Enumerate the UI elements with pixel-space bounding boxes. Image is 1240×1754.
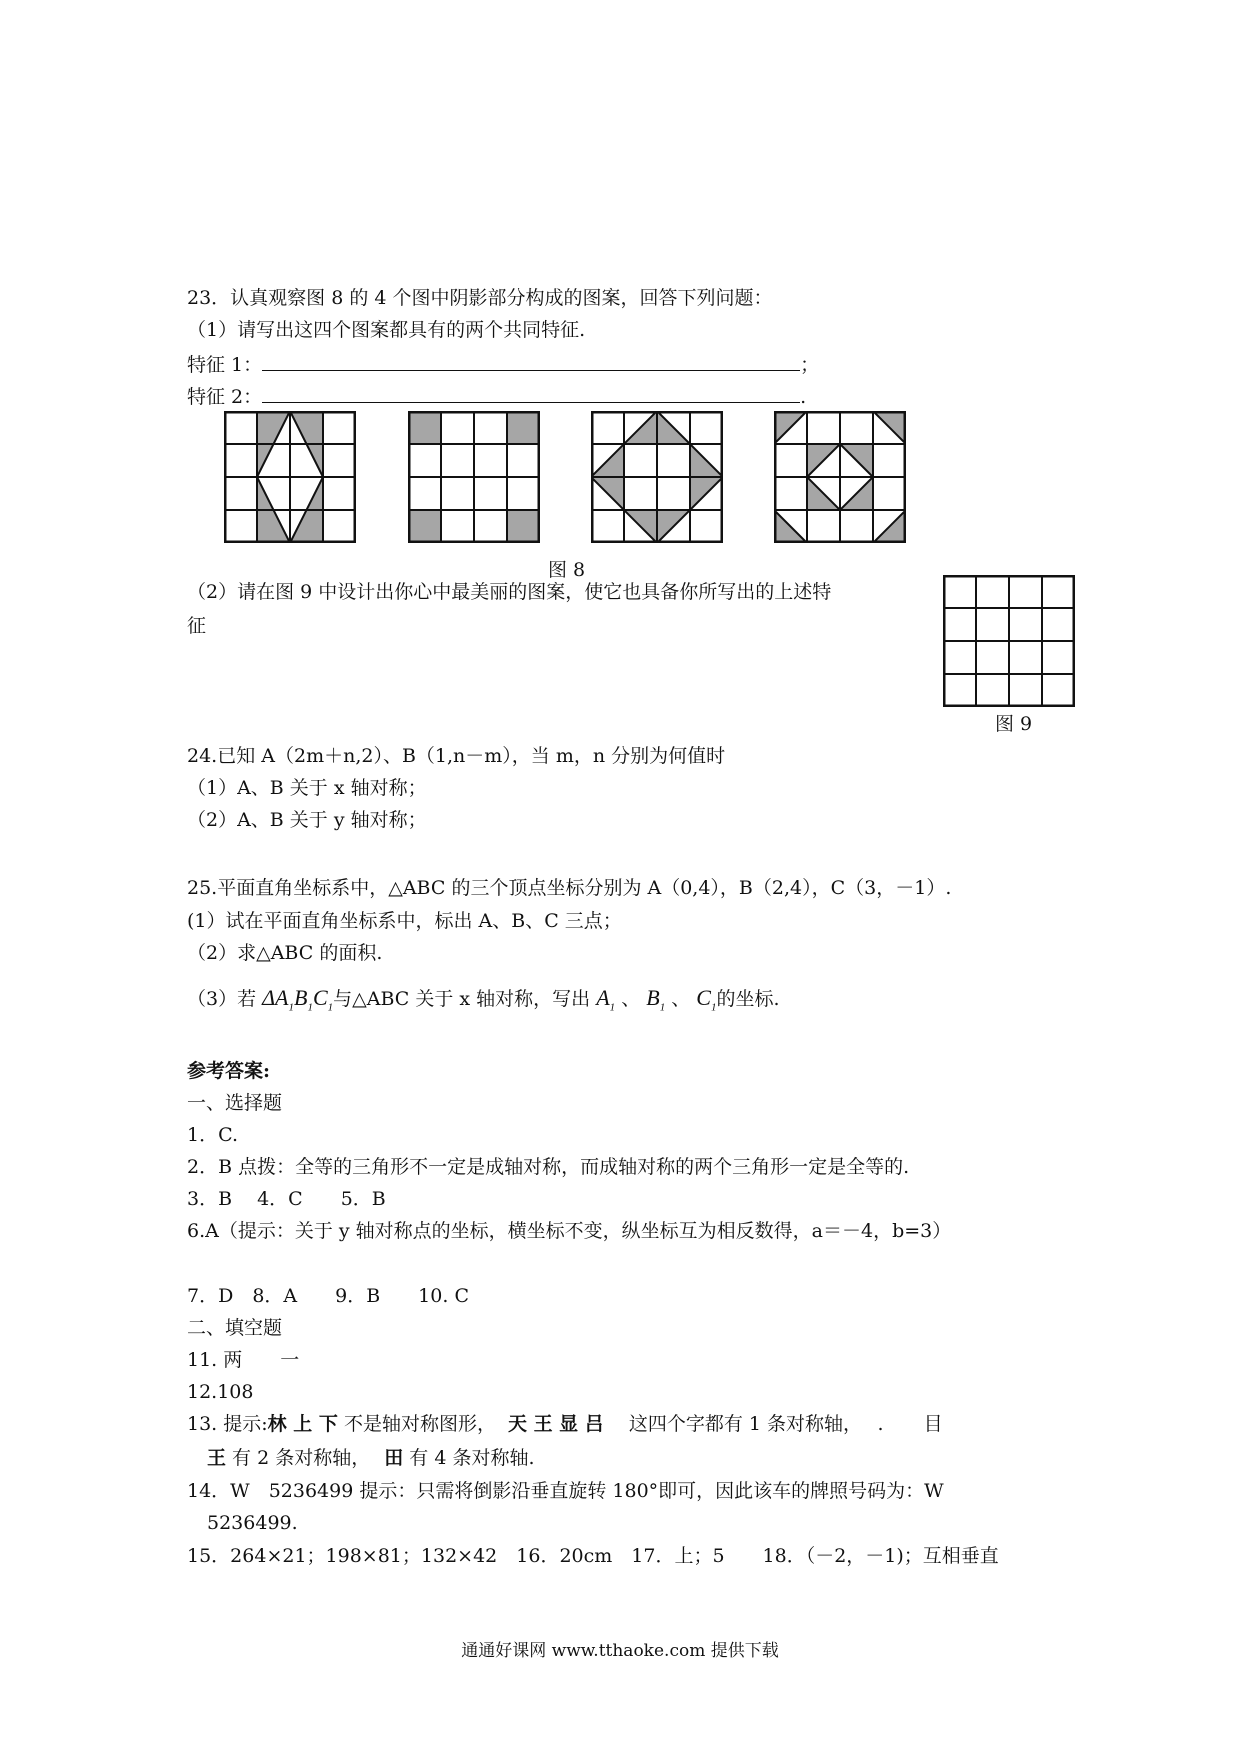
q25-part3: （3）若 $\Delta A_1B_1C_1$与△ABC 关于 x 轴对称，写出 $A_1$ 、 $B_1$ 、 $C_1$的坐标. xyxy=(187,985,780,1014)
q25-part2: （2）求△ABC 的面积. xyxy=(187,942,383,964)
answer-13-text-c: 有 2 条对称轴， xyxy=(226,1447,371,1469)
answer-11: 11. 两 一 xyxy=(187,1349,300,1371)
q23-stem: 23．认真观察图 8 的 4 个图中阴影部分构成的图案，回答下列问题： xyxy=(187,287,773,309)
answer-13-text-a: 不是轴对称图形， xyxy=(337,1413,496,1435)
feature2-blank[interactable] xyxy=(262,384,800,403)
answer-15-18: 15．264×21；198×81；132×42 16．20cm 17．上；5 18．（－2，－1)；互相垂直 xyxy=(187,1545,999,1567)
figure-8-pattern-3 xyxy=(591,411,723,543)
feature1-line xyxy=(187,352,819,377)
figure-9-grid[interactable] xyxy=(943,575,1075,707)
feature2-end: . xyxy=(800,386,807,408)
answers-section1: 一、选择题 xyxy=(187,1092,283,1114)
answer-13-char-wang: 王 xyxy=(207,1447,227,1469)
q25-part3-prefix: （3）若 xyxy=(187,988,263,1010)
answer-13-text-d: 有 4 条对称轴. xyxy=(403,1447,535,1469)
figure-8-pattern-2 xyxy=(408,411,540,543)
point-c1: $C_1$ xyxy=(696,985,717,1014)
answer-14-line2: 5236499. xyxy=(207,1512,298,1534)
q25-part1: (1）试在平面直角坐标系中，标出 A、B、C 三点； xyxy=(187,910,622,932)
page-footer: 通通好课网 www.tthaoke.com 提供下载 xyxy=(461,1641,779,1661)
answer-1: 1．C. xyxy=(187,1124,238,1146)
figure-9-caption: 图 9 xyxy=(995,713,1033,735)
feature1-end: ； xyxy=(800,354,820,376)
q25-part3-suffix: 的坐标. xyxy=(716,988,780,1010)
q25-stem: 25.平面直角坐标系中，△ABC 的三个顶点坐标分别为 A（0,4），B（2,4），C（3，－1）. xyxy=(187,877,952,899)
q24-stem: 24.已知 A（2m＋n,2）、B（1,n－m），当 m，n 分别为何值时 xyxy=(187,745,726,767)
q24-part1: （1）A、B 关于 x 轴对称； xyxy=(187,777,427,799)
answer-3-5: 3．B 4．C 5．B xyxy=(187,1188,386,1210)
q23-part2-line1: （2）请在图 9 中设计出你心中最美丽的图案，使它也具备你所写出的上述特 xyxy=(187,581,832,603)
q25-part3-middle: 与△ABC 关于 x 轴对称，写出 xyxy=(333,988,597,1010)
answer-13-char-tian: 田 xyxy=(384,1447,404,1469)
feature1-blank[interactable] xyxy=(262,352,800,371)
triangle-a1b1c1: $\Delta A_1B_1C_1$ xyxy=(262,985,334,1014)
answers-title: 参考答案: xyxy=(187,1060,271,1082)
answer-13-line2 xyxy=(207,1446,535,1470)
feature2-label: 特征 2： xyxy=(187,386,263,408)
figure-8-pattern-1 xyxy=(224,411,356,543)
answer-12: 12.108 xyxy=(187,1381,254,1403)
q23-part1: （1）请写出这四个图案都具有的两个共同特征. xyxy=(187,319,586,341)
feature1-label: 特征 1： xyxy=(187,354,263,376)
answer-6: 6.A（提示：关于 y 轴对称点的坐标，横坐标不变，纵坐标互为相反数得，a＝－4，b=3） xyxy=(187,1220,952,1242)
answer-14-line1: 14．W 5236499 提示：只需将倒影沿垂直旋转 180°即可，因此该车的牌照号码为：W xyxy=(187,1480,944,1502)
answer-13-char-mu: 目 xyxy=(923,1413,943,1435)
point-b1: $B_1$ xyxy=(646,985,666,1014)
answer-13-line1 xyxy=(187,1412,943,1436)
point-a1: $A_1$ xyxy=(596,985,616,1014)
answer-7-10: 7．D 8．A 9．B 10. C xyxy=(187,1285,469,1307)
answers-section2: 二、填空题 xyxy=(187,1317,283,1339)
answer-13-chars-none: 林 上 下 xyxy=(267,1413,338,1435)
answer-2: 2．B 点拨：全等的三角形不一定是成轴对称，而成轴对称的两个三角形一定是全等的. xyxy=(187,1156,910,1178)
feature2-line xyxy=(187,384,806,409)
q24-part2: （2）A、B 关于 y 轴对称； xyxy=(187,809,427,831)
q23-part2-line2: 征 xyxy=(187,615,207,637)
figure-8-pattern-4 xyxy=(774,411,906,543)
figure-8-caption: 图 8 xyxy=(548,559,586,581)
answer-13-chars-one: 天 王 显 吕 xyxy=(507,1413,604,1435)
answer-13-prefix: 13. 提示: xyxy=(187,1413,268,1435)
answer-13-text-b: 这四个字都有 1 条对称轴， . xyxy=(603,1413,884,1435)
